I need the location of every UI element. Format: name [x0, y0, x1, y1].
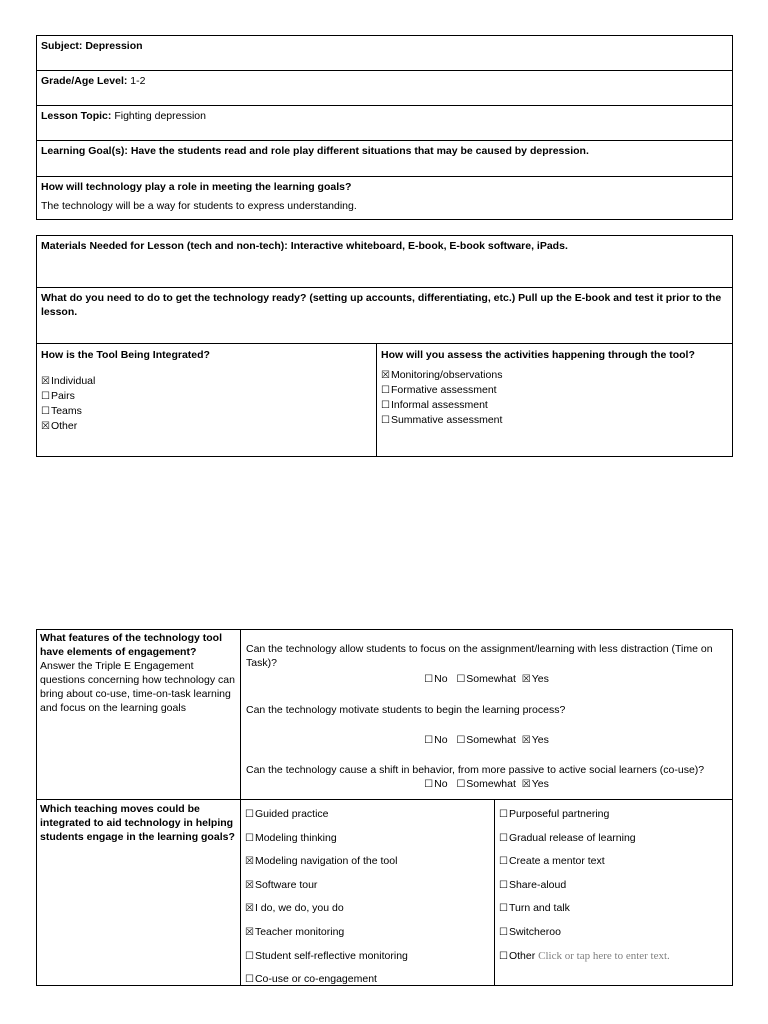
move-option[interactable]: [245, 897, 490, 921]
tech-role-label: How will technology play a role in meeting the learning goals?: [41, 181, 352, 193]
checkbox-icon[interactable]: ☐: [424, 735, 434, 746]
checkbox-icon[interactable]: ☐: [499, 950, 508, 962]
option-label: Yes: [531, 778, 549, 790]
moves-row: [37, 800, 732, 985]
checkbox-icon[interactable]: ☐: [456, 674, 466, 685]
moves-right-list: [499, 803, 728, 968]
moves-left-list: [245, 803, 490, 992]
question-time-on-task: Can the technology allow students to focus on the assignment/learning with less distraction (Time on Task)?: [246, 643, 713, 669]
checkbox-icon[interactable]: ☒: [521, 735, 531, 746]
option-label: Guided practice: [254, 808, 329, 820]
checkbox-icon[interactable]: ☒: [245, 856, 254, 868]
checkbox-icon[interactable]: ☒: [41, 376, 50, 387]
goals-row: [37, 141, 732, 177]
checkbox-icon[interactable]: ☐: [456, 779, 466, 790]
checkbox-icon[interactable]: ☒: [521, 779, 531, 790]
move-option[interactable]: [499, 827, 728, 851]
move-option[interactable]: [499, 945, 728, 969]
features-desc: Answer the Triple E Engagement questions concerning how technology can bring about co-use, time-on-task learning and focus on the learning goals: [40, 660, 235, 714]
subject-label: Subject:: [41, 40, 83, 52]
integrated-option[interactable]: [41, 374, 372, 389]
checkbox-icon[interactable]: ☐: [245, 974, 254, 986]
option-label: Individual: [50, 375, 96, 387]
checkbox-icon[interactable]: ☐: [456, 735, 466, 746]
tech-role-row: [37, 177, 732, 219]
option-label: Formative assessment: [390, 384, 497, 396]
checkbox-icon[interactable]: ☒: [41, 421, 50, 432]
option-label: Monitoring/observations: [390, 369, 503, 381]
moves-right-cell: [495, 800, 732, 985]
checkbox-icon[interactable]: ☒: [521, 674, 531, 685]
assess-cell: [377, 344, 732, 456]
move-option[interactable]: [499, 897, 728, 921]
checkbox-icon[interactable]: ☐: [499, 809, 508, 820]
checkbox-icon[interactable]: ☐: [499, 832, 508, 844]
option-label: Yes: [531, 734, 549, 746]
option-label: Other: [50, 420, 78, 432]
move-option[interactable]: [245, 827, 490, 851]
subject-value[interactable]: Depression: [85, 40, 143, 52]
option-label: Yes: [531, 673, 549, 685]
tech-role-value[interactable]: The technology will be a way for students to express understanding.: [41, 200, 357, 212]
assess-option[interactable]: [381, 413, 728, 428]
subject-row: [37, 36, 732, 71]
move-option[interactable]: [245, 803, 490, 827]
materials-table: [36, 235, 733, 457]
features-cell: [37, 630, 241, 799]
move-option[interactable]: [499, 803, 728, 827]
assess-label: How will you assess the activities happening through the tool?: [381, 349, 695, 361]
move-option[interactable]: [245, 850, 490, 874]
integrated-label: How is the Tool Being Integrated?: [41, 349, 210, 361]
moves-title-cell: [37, 800, 241, 985]
integrated-option[interactable]: [41, 419, 372, 434]
option-label: Co-use or co-engagement: [254, 973, 377, 986]
features-row: [37, 630, 732, 800]
q2-options: [246, 733, 727, 748]
topic-label: Lesson Topic:: [41, 110, 112, 122]
checkbox-icon[interactable]: ☐: [245, 832, 254, 844]
option-label: No: [434, 778, 448, 790]
lesson-info-table: [36, 35, 733, 220]
checkbox-icon[interactable]: ☐: [424, 779, 434, 790]
checkbox-icon[interactable]: ☐: [499, 926, 508, 938]
questions-cell: [241, 630, 732, 799]
option-label: Turn and talk: [508, 902, 570, 915]
checkbox-icon[interactable]: ☐: [41, 391, 50, 402]
option-label: Teacher monitoring: [254, 925, 345, 938]
option-label: Informal assessment: [390, 399, 488, 411]
option-label: Summative assessment: [390, 414, 503, 426]
integrated-option[interactable]: [41, 389, 372, 404]
checkbox-icon[interactable]: ☒: [245, 903, 254, 915]
checkbox-icon[interactable]: ☐: [245, 809, 254, 820]
move-option[interactable]: [499, 921, 728, 945]
checkbox-icon[interactable]: ☐: [381, 400, 390, 411]
q1-options: [246, 672, 727, 687]
move-option[interactable]: [245, 874, 490, 898]
grade-label: Grade/Age Level:: [41, 75, 128, 87]
option-label: Pairs: [50, 390, 75, 402]
checkbox-icon[interactable]: ☐: [381, 385, 390, 396]
ready-text[interactable]: What do you need to do to get the technology ready? (setting up accounts, differentiating, etc.) Pull up the E-book and test it prior to the lesson.: [41, 292, 722, 318]
option-label: Share-aloud: [508, 878, 567, 891]
checkbox-icon[interactable]: ☒: [245, 926, 254, 938]
engagement-table: [36, 629, 733, 986]
checkbox-icon[interactable]: ☒: [245, 879, 254, 891]
checkbox-icon[interactable]: ☐: [499, 879, 508, 891]
option-label: Somewhat: [466, 673, 516, 685]
integrated-options: [41, 374, 372, 434]
option-label: Somewhat: [466, 734, 516, 746]
moves-left-cell: [241, 800, 495, 985]
integrated-cell: [37, 344, 377, 456]
checkbox-icon[interactable]: ☐: [41, 406, 50, 417]
goals-text[interactable]: Learning Goal(s): Have the students read and role play different situations that may be caused by depression.: [41, 145, 589, 157]
assess-option[interactable]: [381, 368, 728, 383]
materials-row: [37, 236, 732, 288]
option-label: Modeling navigation of the tool: [254, 855, 398, 868]
option-label: Switcheroo: [508, 925, 561, 938]
q3-options: [246, 777, 727, 792]
move-option[interactable]: [499, 874, 728, 898]
option-label: Software tour: [254, 878, 318, 891]
topic-row: [37, 106, 732, 141]
integrated-option[interactable]: [41, 404, 372, 419]
option-label: Student self-reflective monitoring: [254, 949, 408, 962]
move-option[interactable]: [245, 921, 490, 945]
checkbox-icon[interactable]: ☐: [499, 903, 508, 915]
assess-options: [381, 368, 728, 428]
checkbox-icon[interactable]: ☐: [381, 415, 390, 426]
option-label: Somewhat: [466, 778, 516, 790]
materials-value[interactable]: Interactive whiteboard, E-book, E-book software, iPads.: [290, 240, 568, 252]
features-title: What features of the technology tool have elements of engagement?: [40, 632, 223, 658]
ready-row: [37, 288, 732, 344]
checkbox-icon[interactable]: ☐: [245, 950, 254, 962]
option-label: Teams: [50, 405, 82, 417]
checkbox-icon[interactable]: ☐: [499, 856, 508, 868]
move-option[interactable]: [245, 945, 490, 969]
assess-option[interactable]: [381, 383, 728, 398]
topic-value[interactable]: Fighting depression: [114, 110, 206, 122]
grade-row: [37, 71, 732, 106]
materials-label: Materials Needed for Lesson (tech and non-tech):: [41, 240, 288, 252]
option-label: Modeling thinking: [254, 831, 337, 844]
option-label: I do, we do, you do: [254, 902, 344, 915]
option-label: Purposeful partnering: [508, 808, 610, 820]
option-label: Create a mentor text: [508, 855, 605, 868]
checkbox-icon[interactable]: ☒: [381, 370, 390, 381]
moves-title: Which teaching moves could be integrated to aid technology in helping students engage in the learning goals?: [40, 803, 235, 843]
option-label: Gradual release of learning: [508, 831, 636, 844]
option-label: No: [434, 734, 448, 746]
question-co-use: Can the technology cause a shift in behavior, from more passive to active social learners (co-use)?: [246, 764, 705, 776]
other-text-placeholder[interactable]: Click or tap here to enter text.: [538, 949, 670, 962]
checkbox-icon[interactable]: ☐: [424, 674, 434, 685]
option-label: Other: [508, 949, 536, 962]
move-option[interactable]: [499, 850, 728, 874]
move-option[interactable]: [245, 968, 490, 992]
integration-row: [37, 344, 732, 456]
grade-value[interactable]: 1-2: [130, 75, 146, 87]
assess-option[interactable]: [381, 398, 728, 413]
option-label: No: [434, 673, 448, 685]
question-motivate: Can the technology motivate students to begin the learning process?: [246, 704, 566, 716]
